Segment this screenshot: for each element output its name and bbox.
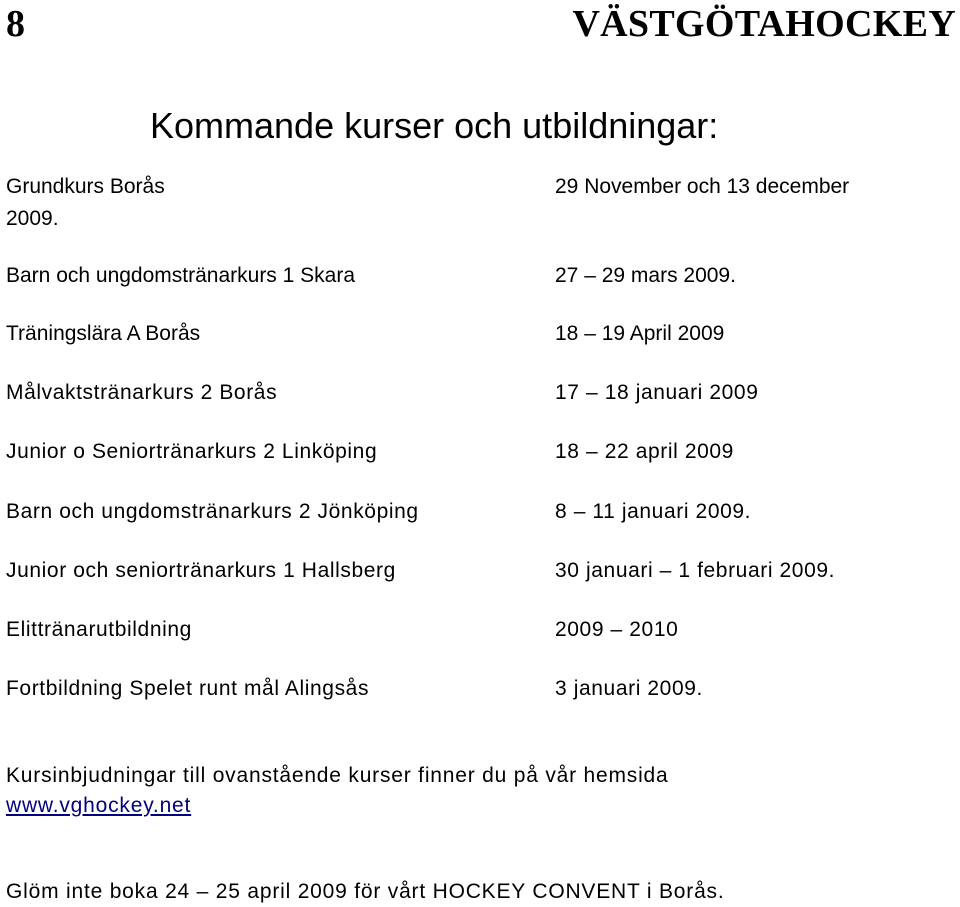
website-link[interactable]: www.vghockey.net bbox=[6, 794, 192, 817]
course-date: 18 – 19 April 2009 bbox=[555, 322, 725, 345]
course-invitation-text: Kursinbjudningar till ovanstående kurser finner du på vår hemsida bbox=[6, 764, 669, 787]
course-date: 2009 – 2010 bbox=[555, 618, 679, 641]
course-date: 27 – 29 mars 2009. bbox=[555, 264, 736, 287]
page-heading: Kommande kurser och utbildningar: bbox=[150, 105, 719, 146]
course-date: 18 – 22 april 2009 bbox=[555, 440, 734, 463]
course-name: Junior och seniortränarkurs 1 Hallsberg bbox=[6, 559, 396, 582]
course-date: 3 januari 2009. bbox=[555, 677, 703, 700]
course-name: Elittränarutbildning bbox=[6, 618, 192, 641]
course-date: 8 – 11 januari 2009. bbox=[555, 500, 752, 523]
course-name: Målvaktstränarkurs 2 Borås bbox=[6, 381, 278, 404]
course-name: Fortbildning Spelet runt mål Alingsås bbox=[6, 677, 370, 700]
page-number: 8 bbox=[6, 3, 25, 45]
course-name: Träningslära A Borås bbox=[6, 322, 201, 345]
course-date: 17 – 18 januari 2009 bbox=[555, 381, 759, 404]
course-date: 30 januari – 1 februari 2009. bbox=[555, 559, 836, 582]
course-name-continuation: 2009. bbox=[6, 207, 59, 230]
convent-reminder: Glöm inte boka 24 – 25 april 2009 för vårt HOCKEY CONVENT i Borås. bbox=[6, 880, 725, 903]
course-name: Grundkurs Borås bbox=[6, 175, 165, 198]
course-name: Barn och ungdomstränarkurs 1 Skara bbox=[6, 264, 356, 287]
course-name: Barn och ungdomstränarkurs 2 Jönköping bbox=[6, 500, 419, 523]
course-name: Junior o Seniortränarkurs 2 Linköping bbox=[6, 440, 378, 463]
magazine-title: VÄSTGÖTAHOCKEY bbox=[572, 3, 956, 45]
course-date: 29 November och 13 december bbox=[555, 175, 850, 198]
